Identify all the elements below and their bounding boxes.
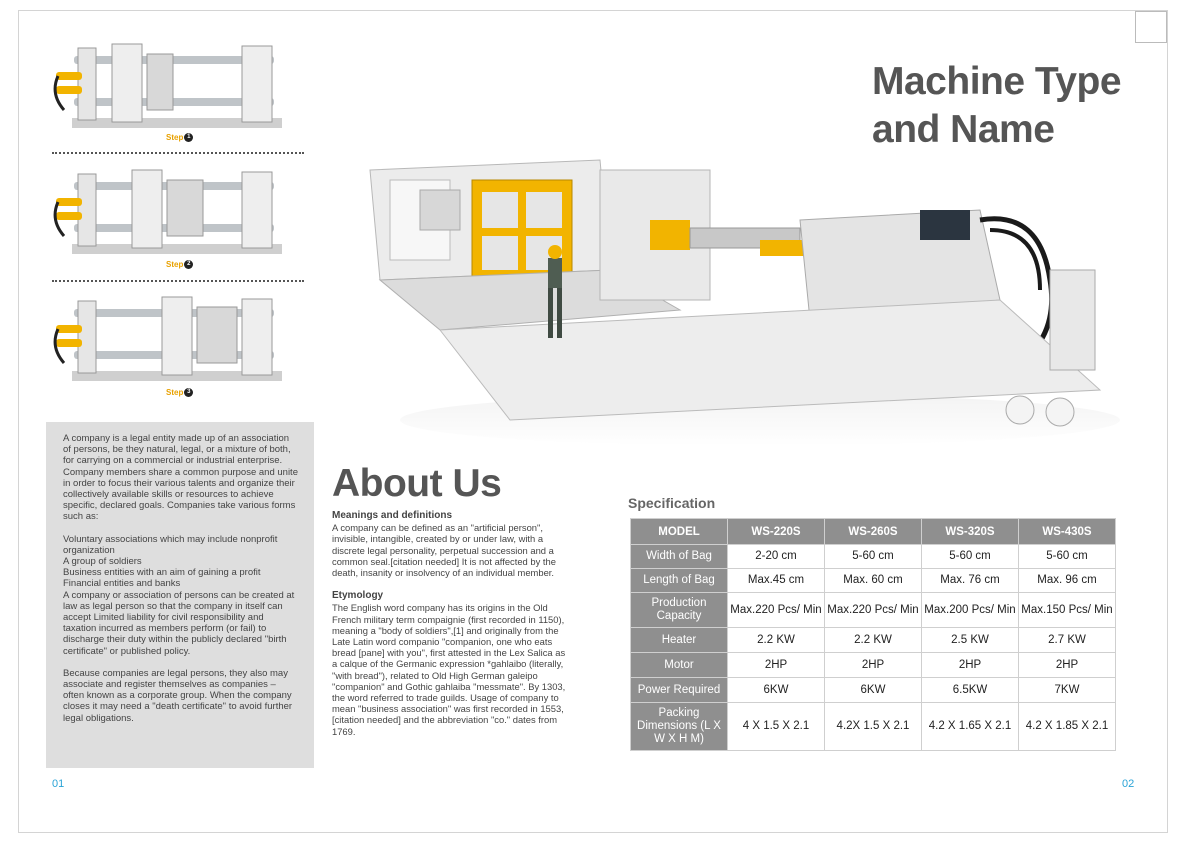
page-number-left: 01 bbox=[52, 778, 65, 790]
about-section bbox=[332, 510, 570, 578]
spec-table bbox=[630, 518, 1116, 751]
column-header: WS-320S bbox=[922, 519, 1019, 545]
table-row bbox=[631, 653, 1116, 678]
table-cell: 5-60 cm bbox=[922, 545, 1019, 569]
step-1-figure bbox=[52, 40, 302, 132]
table-cell: 5-60 cm bbox=[1019, 545, 1116, 569]
table-row bbox=[631, 593, 1116, 628]
table-row bbox=[631, 545, 1116, 569]
table-cell: 2HP bbox=[728, 653, 825, 678]
table-cell: 5-60 cm bbox=[825, 545, 922, 569]
table-cell: 6KW bbox=[825, 678, 922, 703]
step-1-label: Step 1 bbox=[166, 133, 193, 142]
paragraph: A company is a legal entity made up of an association of persons, be they natural, legal, or a mixture of both, for carrying on a commercial or industrial enterprise. Company members share a common purpose and unite in order to focus their various talents and organize their collectively available skills or resources to achieve specific, declared goals. Companies take various forms such as: bbox=[63, 433, 298, 523]
column-header: MODEL bbox=[631, 519, 728, 545]
table-cell: 4.2 X 1.85 X 2.1 bbox=[1019, 703, 1116, 751]
about-section bbox=[332, 590, 570, 737]
spec-title: Specification bbox=[628, 495, 716, 511]
table-cell: 4.2 X 1.65 X 2.1 bbox=[922, 703, 1019, 751]
company-description-box bbox=[46, 422, 314, 768]
injection-machine-image bbox=[360, 150, 1120, 450]
column-header: WS-430S bbox=[1019, 519, 1116, 545]
paragraph: A company or association of persons can be created at law as legal person so that the company in itself can accept Limited liability for civil responsibility and taxation incurred as members perform (or fail) to discharge their duty within the publicly declared "birth certificate" or published policy. bbox=[63, 589, 295, 657]
table-cell: Max. 60 cm bbox=[825, 569, 922, 593]
table-cell: Max.45 cm bbox=[728, 569, 825, 593]
column-header: WS-260S bbox=[825, 519, 922, 545]
section-heading: Etymology bbox=[332, 590, 384, 602]
table-cell: Max.200 Pcs/ Min bbox=[922, 593, 1019, 628]
table-cell: 6.5KW bbox=[922, 678, 1019, 703]
page-title: Machine Type and Name bbox=[872, 60, 1122, 151]
step-3-label: Step 3 bbox=[166, 388, 193, 397]
section-heading: Meanings and definitions bbox=[332, 510, 453, 521]
table-cell: 6KW bbox=[728, 678, 825, 703]
table-cell: 2HP bbox=[1019, 653, 1116, 678]
row-label: Width of Bag bbox=[631, 545, 728, 569]
step-2-label: Step 2 bbox=[166, 260, 193, 269]
row-label: Length of Bag bbox=[631, 569, 728, 593]
table-cell: 4.2X 1.5 X 2.1 bbox=[825, 703, 922, 751]
paragraph: A group of soldiers bbox=[63, 556, 142, 568]
table-cell: Max.150 Pcs/ Min bbox=[1019, 593, 1116, 628]
section-body: A company can be defined as an "artificial person", invisible, intangible, created by or under law, with a discrete legal personality, perpetual succession and a common seal.[citation needed] It is not affected by the death, insanity or insolvency of an individual member. bbox=[332, 522, 556, 579]
step-3-figure bbox=[52, 293, 302, 385]
paragraph: Business entities with an aim of gaining a profit bbox=[63, 567, 261, 579]
table-cell: 4 X 1.5 X 2.1 bbox=[728, 703, 825, 751]
table-cell: 2HP bbox=[825, 653, 922, 678]
table-row bbox=[631, 569, 1116, 593]
mold-machine-image bbox=[52, 40, 302, 132]
paragraph: Voluntary associations which may include nonprofit organization bbox=[63, 533, 278, 556]
table-cell: 2.7 KW bbox=[1019, 628, 1116, 653]
mold-machine-image bbox=[52, 166, 302, 258]
table-cell: Max.220 Pcs/ Min bbox=[728, 593, 825, 628]
paragraph: Because companies are legal persons, they also may associate and register themselves as companies – often known as a corporate group. When the company closes it may need a "death certificate" to avoid further legal obligations. bbox=[63, 667, 293, 724]
row-label: Power Required bbox=[631, 678, 728, 703]
divider bbox=[52, 152, 304, 154]
divider bbox=[52, 280, 304, 282]
table-row bbox=[631, 703, 1116, 751]
row-label: Production Capacity bbox=[631, 593, 728, 628]
mold-machine-image bbox=[52, 293, 302, 385]
table-cell: Max. 96 cm bbox=[1019, 569, 1116, 593]
step-2-figure bbox=[52, 166, 302, 258]
table-cell: Max.220 Pcs/ Min bbox=[825, 593, 922, 628]
table-row bbox=[631, 678, 1116, 703]
about-title: About Us bbox=[332, 462, 502, 505]
table-cell: 7KW bbox=[1019, 678, 1116, 703]
table-row bbox=[631, 628, 1116, 653]
corner-mark bbox=[1135, 11, 1167, 43]
table-cell: 2.5 KW bbox=[922, 628, 1019, 653]
table-cell: Max. 76 cm bbox=[922, 569, 1019, 593]
paragraph: Financial entities and banks bbox=[63, 578, 181, 590]
column-header: WS-220S bbox=[728, 519, 825, 545]
section-body: The English word company has its origins in the Old French military term compaignie (first recorded in 1150), meaning a "body of soldiers",[1] and originally from the Late Latin word companio "companion, one who eats bread [pane] with you", first attested in the Lex Salica as a calque of the Germanic expression *gahlaibo (literally, "with bread"), related to Old High German galeipo "companion" and Gothic gahlaiba "messmate". By 1303, the word referred to trade guilds. Usage of company to mean "business association" was first recorded in 1553,[citation needed] and the abbreviation "co." dates from 1769. bbox=[332, 602, 566, 737]
table-cell: 2.2 KW bbox=[728, 628, 825, 653]
row-label: Motor bbox=[631, 653, 728, 678]
table-cell: 2.2 KW bbox=[825, 628, 922, 653]
table-cell: 2HP bbox=[922, 653, 1019, 678]
table-header-row bbox=[631, 519, 1116, 545]
page-number-right: 02 bbox=[1122, 778, 1135, 790]
row-label: Packing Dimensions (L X W X H M) bbox=[631, 703, 728, 751]
row-label: Heater bbox=[631, 628, 728, 653]
about-content bbox=[332, 510, 570, 749]
table-cell: 2-20 cm bbox=[728, 545, 825, 569]
